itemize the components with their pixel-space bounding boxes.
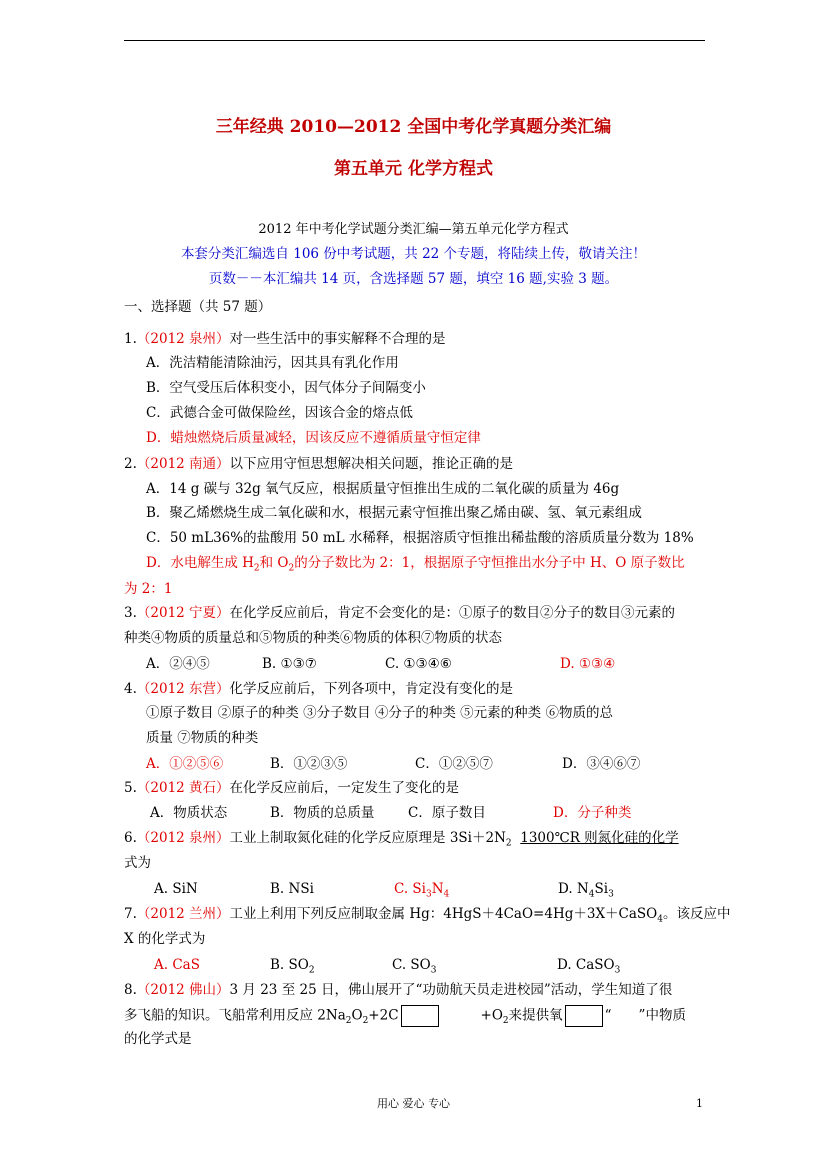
q1-option-a: A．洗洁精能清除油污，因其具有乳化作用 [146, 355, 399, 371]
q4-option-a: A．①②⑤⑥ [146, 756, 224, 772]
q5-option-c: C．原子数目 [408, 805, 486, 821]
q5-option-d: D．分子种类 [553, 805, 632, 821]
question-3: 3.（2012 宁夏）在化学反应前后，肯定不会变化的是：①原子的数目②分子的数目③元素的 [124, 605, 676, 621]
q7-option-c: C. $SO_3$ [392, 957, 437, 976]
q5-option-b: B．物质的总质量 [270, 805, 375, 821]
q4-option-b: B．①②③⑤ [270, 756, 348, 772]
question-5: 5.（2012 黄石）在化学反应前后，一定发生了变化的是 [124, 780, 460, 796]
notice-line-2: 页数－－本汇编共 14 页，含选择题 57 题，填空 16 题,实验 3 题。 [208, 271, 619, 287]
question-3-cont: 种类④物质的质量总和⑤物质的种类⑥物质的体积⑦物质的状态 [124, 630, 502, 646]
q1-option-b: B．空气受压后体积变小，因气体分子间隔变小 [146, 380, 426, 396]
q1-option-d: D．蜡烛燃烧后质量减轻，因该反应不遵循质量守恒定律 [146, 430, 481, 446]
question-4: 4.（2012 东营）化学反应前后，下列各项中，肯定没有变化的是 [124, 681, 514, 697]
question-7: 7.（2012 兰州）工业上利用下列反应制取金属 Hg：4HgS＋4CaO=4Hg＋3X＋CaSO$_4$。该反应中 [124, 906, 731, 925]
question-7-cont: X 的化学式为 [124, 931, 206, 947]
q4-items-cont: 质量 ⑦物质的种类 [146, 730, 259, 746]
page-footer: 用心 爱心 专心 [377, 1097, 450, 1110]
q3-option-c: C. ①③④⑥ [385, 656, 452, 672]
q7-option-b: B. $SO_2$ [270, 957, 315, 976]
q6-option-c: C. $Si_3N_4$ [394, 881, 450, 900]
q6-option-d: D. $N_4Si_3$ [558, 881, 614, 900]
q1-option-c: C．武德合金可做保险丝，因该合金的熔点低 [146, 405, 413, 421]
answer-box [565, 1005, 603, 1027]
q2-option-b: B．聚乙烯燃烧生成二氧化碳和水，根据元素守恒推出聚乙烯由碳、氢、氧元素组成 [146, 505, 642, 521]
q4-option-c: C．①②⑤⑦ [415, 756, 493, 772]
q7-option-d: D. CaSO$_3$ [557, 957, 621, 976]
q7-option-a: A. CaS [154, 957, 200, 973]
q4-items: ①原子数目 ②原子的种类 ③分子数目 ④分子的种类 ⑤元素的种类 ⑥物质的总 [146, 705, 613, 721]
notice-line-1: 本套分类汇编选自 106 份中考试题，共 22 个专题，将陆续上传，敬请关注！ [180, 246, 647, 262]
q6-option-a: A. SiN [154, 881, 198, 897]
document-subtitle: 2012 年中考化学试题分类汇编—第五单元化学方程式 [258, 222, 569, 237]
question-1: 1.（2012 泉州）对一些生活中的事实解释不合理的是 [124, 331, 446, 347]
question-6-cont: 式为 [124, 855, 151, 871]
question-2: 2.（2012 南通）以下应用守恒思想解决相关问题，推论正确的是 [124, 456, 514, 472]
document-title: 三年经典 2010—2012 全国中考化学真题分类汇编 [215, 117, 612, 137]
page-number: 1 [696, 1097, 703, 1110]
question-8-cont-2: 的化学式是 [124, 1031, 192, 1047]
question-8-cont: 多飞船的知识。飞船常利用反应 $2Na_2O_2+2C +O_2$来提供氧 “ ”中物质 [124, 1005, 686, 1030]
question-8: 8.（2012 佛山）3 月 23 至 25 日，佛山展开了“功勋航天员走进校园”活动，学生知道了很 [124, 982, 673, 998]
q2-option-c: C．50 mL36%的盐酸用 50 mL 水稀释，根据溶质守恒推出稀盐酸的溶质质量分数为 18% [146, 530, 694, 546]
section-heading: 一、选择题（共 57 题） [124, 299, 272, 315]
q3-option-d: D. ①③④ [560, 656, 616, 672]
q4-option-d: D．③④⑥⑦ [562, 756, 641, 772]
q2-option-d-cont: 为 2：1 [124, 581, 173, 597]
q6-option-b: B. NSi [270, 881, 314, 897]
unit-title: 第五单元 化学方程式 [334, 159, 493, 179]
q3-option-b: B. ①③⑦ [262, 656, 317, 672]
question-6: 6.（2012 泉州）工业上制取氮化硅的化学反应原理是 $3Si+2N_2$ 1300℃R 则氮化硅的化学 [124, 830, 679, 849]
q2-option-a: A．14 g 碳与 32g 氧气反应，根据质量守恒推出生成的二氧化碳的质量为 46g [146, 481, 620, 497]
answer-box [401, 1005, 439, 1027]
q5-option-a: A．物质状态 [150, 805, 228, 821]
header-rule [124, 40, 705, 41]
q2-option-d: D．水电解生成 $H_2$和 $O_2$的分子数比为 2：1，根据原子守恒推出水分子中 H、O 原子数比 [146, 555, 685, 574]
q3-option-a: A．②④⑤ [146, 656, 210, 672]
